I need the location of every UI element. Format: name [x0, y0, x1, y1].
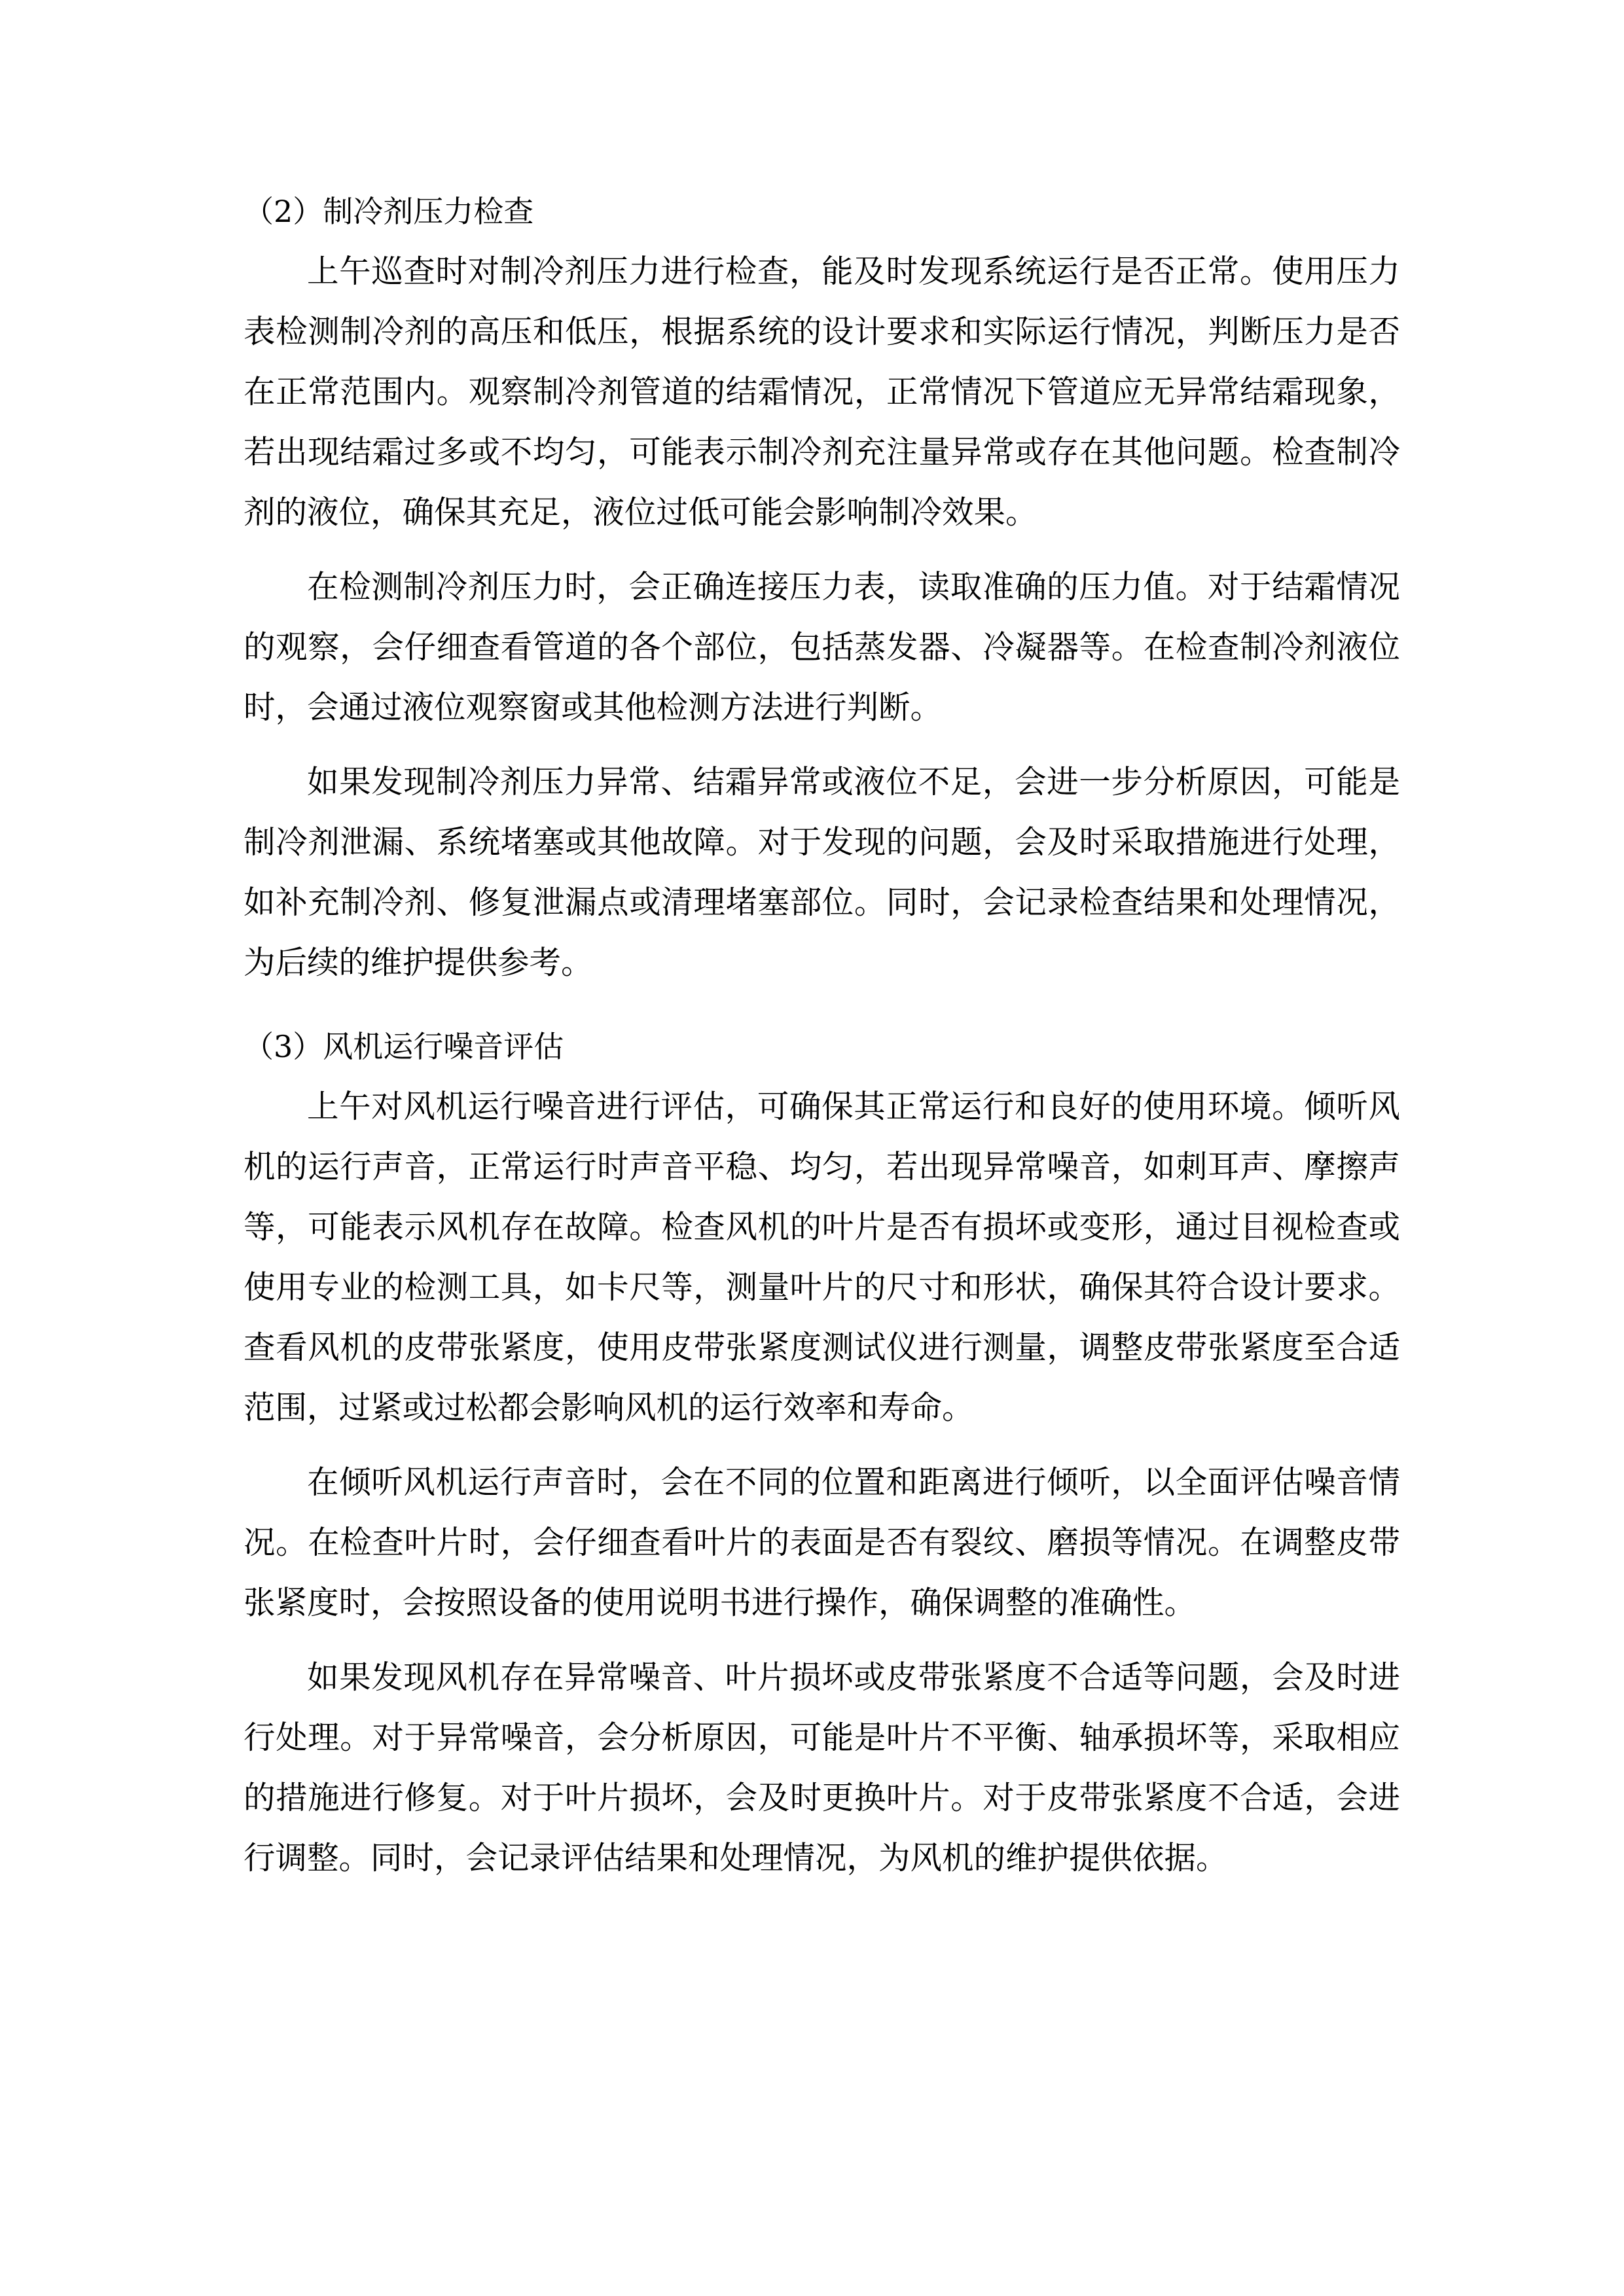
paragraph: 在倾听风机运行声音时，会在不同的位置和距离进行倾听，以全面评估噪音情况。在检查叶片时，会仔细查看叶片的表面是否有裂纹、磨损等情况。在调整皮带张紧度时，会按照设备的使用说明书进行操作，确保调整的准确性。 — [244, 1464, 1400, 1621]
paragraph: 上午巡查时对制冷剂压力进行检查，能及时发现系统运行是否正常。使用压力表检测制冷剂的高压和低压，根据系统的设计要求和实际运行情况，判断压力是否在正常范围内。观察制冷剂管道的结霜情况，正常情况下管道应无异常结霜现象，若出现结霜过多或不均匀，可能表示制冷剂充注量异常或存在其他问题。检查制冷剂的液位，确保其充足，液位过低可能会影响制冷效果。 — [244, 253, 1400, 531]
section-heading-fan-noise: （3）风机运行噪音评估 — [244, 1029, 564, 1064]
paragraph: 在检测制冷剂压力时，会正确连接压力表，读取准确的压力值。对于结霜情况的观察，会仔细查看管道的各个部位，包括蒸发器、冷凝器等。在检查制冷剂液位时，会通过液位观察窗或其他检测方法进行判断。 — [244, 569, 1400, 726]
section-heading-refrigerant-pressure: （2）制冷剂压力检查 — [244, 194, 534, 229]
paragraph: 如果发现制冷剂压力异常、结霜异常或液位不足，会进一步分析原因，可能是制冷剂泄漏、系统堵塞或其他故障。对于发现的问题，会及时采取措施进行处理，如补充制冷剂、修复泄漏点或清理堵塞部位。同时，会记录检查结果和处理情况，为后续的维护提供参考。 — [244, 764, 1400, 981]
paragraph: 如果发现风机存在异常噪音、叶片损坏或皮带张紧度不合适等问题，会及时进行处理。对于异常噪音，会分析原因，可能是叶片不平衡、轴承损坏等，采取相应的措施进行修复。对于叶片损坏，会及时更换叶片。对于皮带张紧度不合适，会进行调整。同时，会记录评估结果和处理情况，为风机的维护提供依据。 — [244, 1659, 1400, 1876]
paragraph: 上午对风机运行噪音进行评估，可确保其正常运行和良好的使用环境。倾听风机的运行声音，正常运行时声音平稳、均匀，若出现异常噪音，如刺耳声、摩擦声等，可能表示风机存在故障。检查风机的叶片是否有损坏或变形，通过目视检查或使用专业的检测工具，如卡尺等，测量叶片的尺寸和形状，确保其符合设计要求。查看风机的皮带张紧度，使用皮带张紧度测试仪进行测量，调整皮带张紧度至合适范围，过紧或过松都会影响风机的运行效率和寿命。 — [244, 1088, 1400, 1426]
section-divider-space — [244, 1007, 1400, 1020]
